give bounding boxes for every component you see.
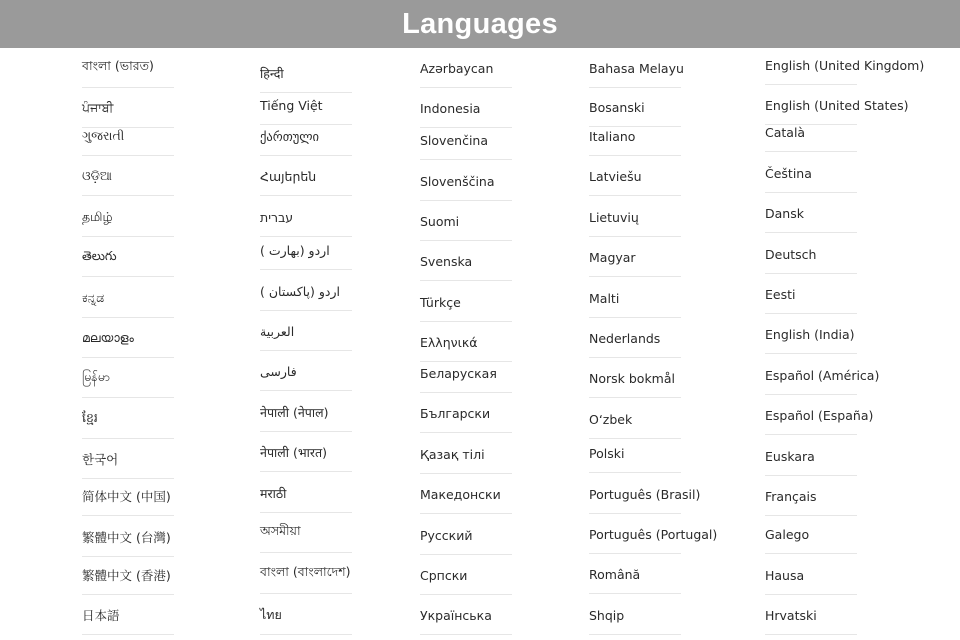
language-option[interactable]: Nederlands bbox=[589, 318, 660, 358]
language-option[interactable]: ગુજરાતી bbox=[82, 116, 124, 156]
language-option[interactable]: اردو (پاکستان ) bbox=[260, 271, 340, 311]
language-option[interactable]: Latviešu bbox=[589, 156, 642, 196]
language-option[interactable]: Slovenščina bbox=[420, 161, 495, 201]
language-option[interactable]: नेपाली (नेपाल) bbox=[260, 392, 328, 432]
language-option[interactable]: Čeština bbox=[765, 153, 812, 193]
language-option[interactable]: தமிழ் bbox=[82, 197, 113, 237]
language-option[interactable]: ಕನ್ನಡ bbox=[82, 278, 104, 318]
language-option[interactable]: Română bbox=[589, 554, 640, 594]
language-option[interactable]: Slovenčina bbox=[420, 120, 488, 160]
language-option[interactable]: 日本語 bbox=[82, 595, 120, 635]
language-option[interactable]: मराठी bbox=[260, 473, 286, 513]
language-option[interactable]: Türkçe bbox=[420, 282, 461, 322]
language-option[interactable]: Eesti bbox=[765, 274, 795, 314]
language-option[interactable]: Ελληνικά bbox=[420, 322, 477, 362]
language-option[interactable]: Русский bbox=[420, 515, 472, 555]
language-option[interactable]: Tiếng Việt bbox=[260, 85, 323, 125]
language-option[interactable]: Português (Brasil) bbox=[589, 474, 700, 514]
language-option[interactable]: اردو (بھارت ) bbox=[260, 230, 330, 270]
language-option[interactable]: ქართული bbox=[260, 116, 319, 156]
language-option[interactable]: Bosanski bbox=[589, 87, 645, 127]
language-option[interactable]: Azərbaycan bbox=[420, 48, 493, 88]
language-option[interactable]: മലയാളം bbox=[82, 318, 134, 358]
language-option[interactable]: 繁體中文 (香港) bbox=[82, 555, 171, 595]
language-option[interactable]: বাংলা (বাংলাদেশ) bbox=[260, 554, 351, 594]
language-option[interactable]: ଓଡ଼ିଆ bbox=[82, 156, 112, 196]
language-option[interactable]: অসমীয়া bbox=[260, 513, 301, 553]
language-option[interactable]: Malti bbox=[589, 278, 619, 318]
language-option[interactable]: العربية bbox=[260, 311, 294, 351]
language-option[interactable]: ไทย bbox=[260, 595, 282, 635]
language-option[interactable]: 한국어 bbox=[82, 439, 118, 479]
language-option[interactable]: తెలుగు bbox=[82, 237, 117, 277]
language-option[interactable]: Македонски bbox=[420, 474, 501, 514]
language-option[interactable]: Shqip bbox=[589, 595, 624, 635]
language-option[interactable]: ਪੰਜਾਬੀ bbox=[82, 88, 113, 128]
language-option[interactable]: 简体中文 (中国) bbox=[82, 476, 171, 516]
language-option[interactable]: Italiano bbox=[589, 116, 635, 156]
language-option[interactable]: Українська bbox=[420, 595, 492, 635]
language-option[interactable]: O‘zbek bbox=[589, 399, 632, 439]
language-option[interactable]: Deutsch bbox=[765, 234, 816, 274]
language-option[interactable]: Español (América) bbox=[765, 355, 879, 395]
language-option[interactable]: Bahasa Melayu bbox=[589, 48, 684, 88]
language-option[interactable]: English (United States) bbox=[765, 85, 909, 125]
language-option[interactable]: বাংলা (ভারত) bbox=[82, 48, 154, 88]
language-option[interactable]: မြန်မာ bbox=[82, 358, 110, 398]
language-option[interactable]: עברית bbox=[260, 197, 293, 237]
language-option[interactable]: Português (Portugal) bbox=[589, 514, 717, 554]
language-option[interactable]: English (India) bbox=[765, 314, 855, 354]
language-option[interactable]: Lietuvių bbox=[589, 197, 639, 237]
language-option[interactable]: Српски bbox=[420, 555, 467, 595]
language-option[interactable]: Беларуская bbox=[420, 353, 497, 393]
language-option[interactable]: Français bbox=[765, 476, 817, 516]
language-option[interactable]: हिन्दी bbox=[260, 53, 284, 93]
language-option[interactable]: Български bbox=[420, 393, 490, 433]
language-option[interactable]: Norsk bokmål bbox=[589, 358, 675, 398]
language-option[interactable]: Magyar bbox=[589, 237, 636, 277]
languages-header bbox=[0, 0, 960, 48]
language-option[interactable]: Hausa bbox=[765, 555, 804, 595]
language-option[interactable]: English (United Kingdom) bbox=[765, 45, 924, 85]
language-option[interactable]: Suomi bbox=[420, 201, 459, 241]
language-option[interactable]: Dansk bbox=[765, 193, 804, 233]
language-option[interactable]: Galego bbox=[765, 514, 809, 554]
language-option[interactable]: Հայերեն bbox=[260, 156, 316, 196]
language-option[interactable]: Español (España) bbox=[765, 395, 873, 435]
language-option[interactable]: Svenska bbox=[420, 241, 472, 281]
language-option[interactable]: Català bbox=[765, 112, 805, 152]
language-option[interactable]: Euskara bbox=[765, 436, 815, 476]
page-title: Languages bbox=[402, 7, 558, 40]
language-option[interactable]: 繁體中文 (台灣) bbox=[82, 517, 171, 557]
language-option[interactable]: Hrvatski bbox=[765, 595, 817, 635]
language-option[interactable]: Polski bbox=[589, 433, 624, 473]
language-option[interactable]: ខ្មែរ bbox=[82, 399, 98, 439]
language-option[interactable]: Қазақ тілі bbox=[420, 434, 485, 474]
language-option[interactable]: Indonesia bbox=[420, 88, 480, 128]
language-option[interactable]: नेपाली (भारत) bbox=[260, 432, 327, 472]
language-option[interactable]: فارسی bbox=[260, 351, 297, 391]
